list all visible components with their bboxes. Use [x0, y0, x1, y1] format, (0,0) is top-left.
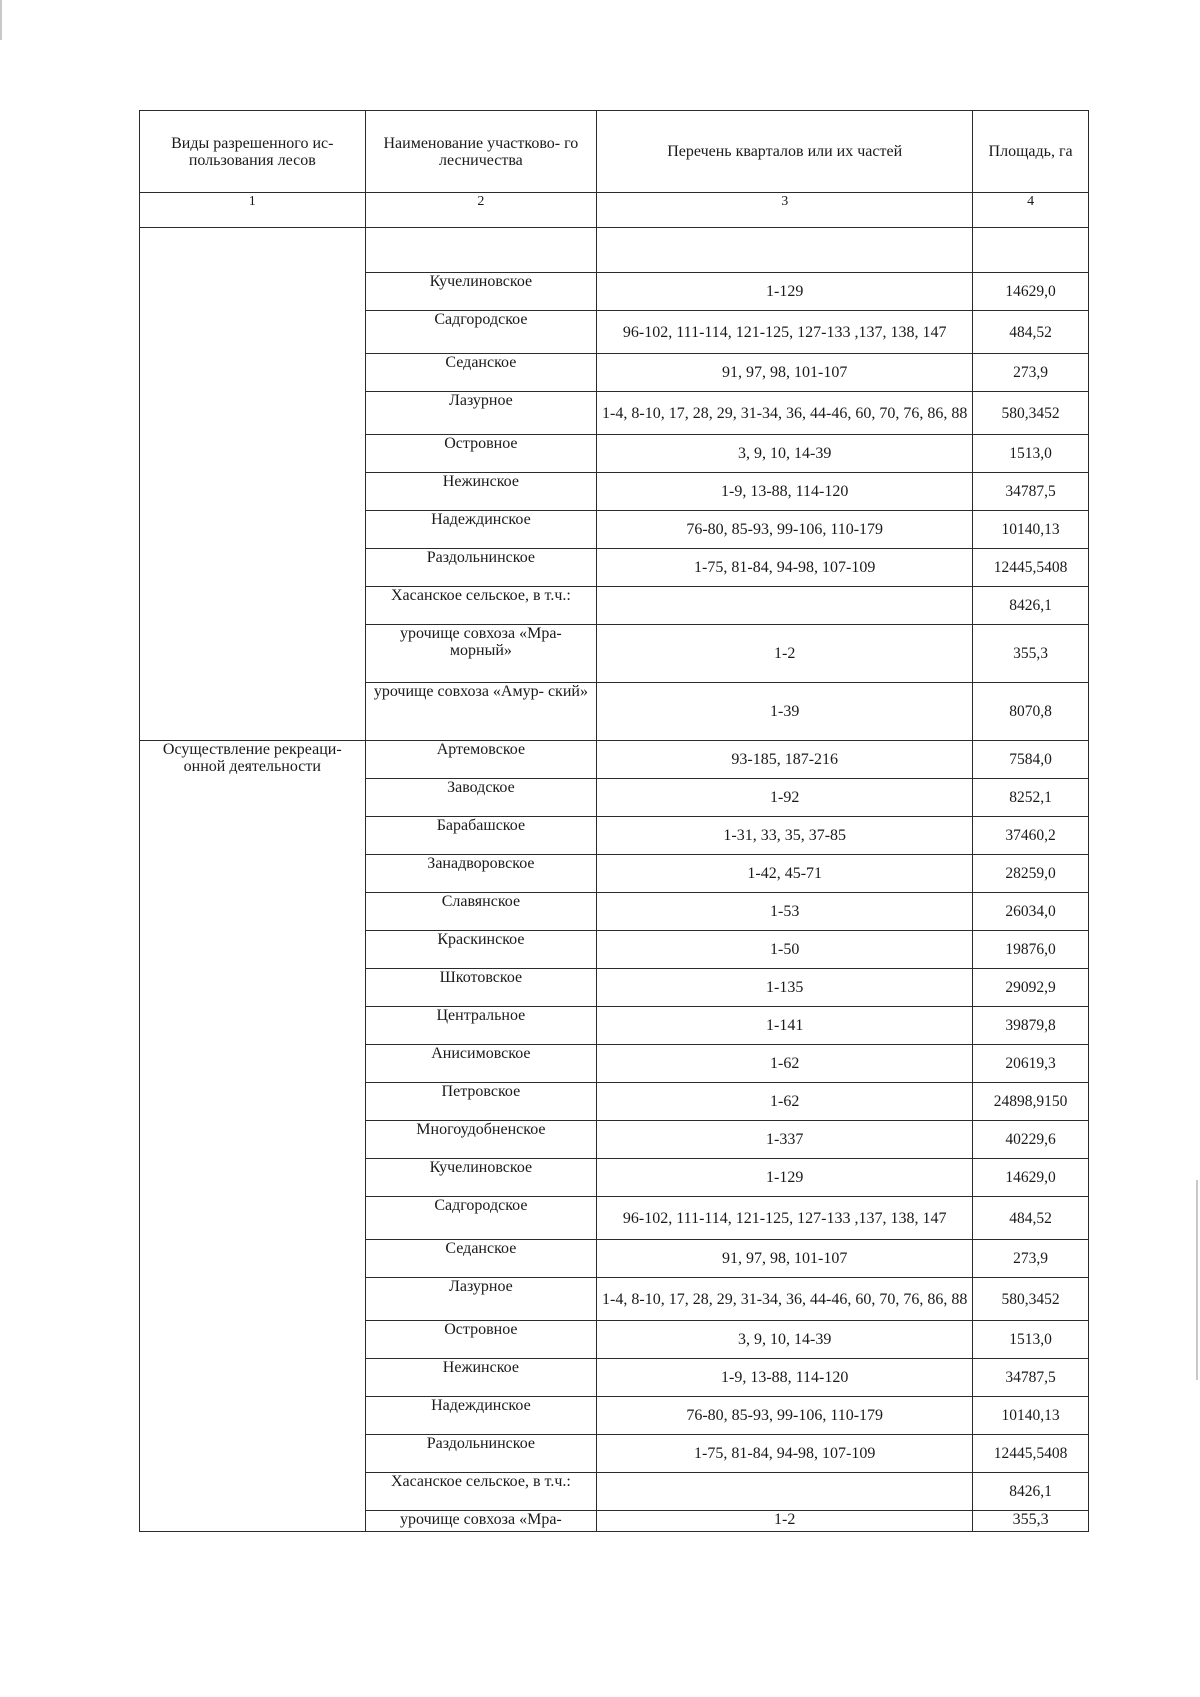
forestry-name-cell: Седанское — [365, 1240, 597, 1278]
quarters-cell: 1-92 — [597, 779, 973, 817]
area-cell: 29092,9 — [973, 969, 1089, 1007]
quarters-cell: 1-2 — [597, 1511, 973, 1532]
area-cell: 10140,13 — [973, 511, 1089, 549]
area-cell: 7584,0 — [973, 741, 1089, 779]
area-cell: 8252,1 — [973, 779, 1089, 817]
quarters-cell: 91, 97, 98, 101-107 — [597, 354, 973, 392]
forestry-name-cell: Артемовское — [365, 741, 597, 779]
forestry-name-cell: Многоудобненское — [365, 1121, 597, 1159]
area-cell: 1513,0 — [973, 435, 1089, 473]
column-number: 3 — [597, 193, 973, 228]
forestry-name-cell: Нежинское — [365, 1359, 597, 1397]
table-body — [140, 228, 1089, 1532]
quarters-cell: 93-185, 187-216 — [597, 741, 973, 779]
forestry-name-cell: Кучелиновское — [365, 1159, 597, 1197]
quarters-cell: 1-141 — [597, 1007, 973, 1045]
quarters-cell: 96-102, 111-114, 121-125, 127-133 ,137, 138, 147 — [597, 1197, 973, 1240]
area-cell: 28259,0 — [973, 855, 1089, 893]
area-cell: 12445,5408 — [973, 549, 1089, 587]
quarters-cell: 1-4, 8-10, 17, 28, 29, 31-34, 36, 44-46, 60, 70, 76, 86, 88 — [597, 392, 973, 435]
forestry-name-cell: Центральное — [365, 1007, 597, 1045]
quarters-cell: 1-75, 81-84, 94-98, 107-109 — [597, 549, 973, 587]
forestry-name-cell: Петровское — [365, 1083, 597, 1121]
area-cell: 39879,8 — [973, 1007, 1089, 1045]
forestry-name-cell: Хасанское сельское, в т.ч.: — [365, 587, 597, 625]
forestry-name-cell: урочище совхоза «Мра- морный» — [365, 625, 597, 683]
header-use-type: Виды разрешенного ис- пользования лесов — [140, 111, 366, 193]
quarters-cell: 1-2 — [597, 625, 973, 683]
forestry-name-cell: Нежинское — [365, 473, 597, 511]
quarters-cell: 1-129 — [597, 1159, 973, 1197]
forestry-name-cell: Краскинское — [365, 931, 597, 969]
use-type-cell: Осуществление рекреаци- онной деятельности — [140, 741, 366, 1532]
quarters-cell: 1-39 — [597, 683, 973, 741]
quarters-cell — [597, 228, 973, 273]
area-cell: 24898,9150 — [973, 1083, 1089, 1121]
quarters-cell: 1-62 — [597, 1045, 973, 1083]
quarters-cell: 3, 9, 10, 14-39 — [597, 1321, 973, 1359]
forestry-name-cell: Седанское — [365, 354, 597, 392]
quarters-cell: 1-129 — [597, 273, 973, 311]
area-cell: 20619,3 — [973, 1045, 1089, 1083]
use-type-cell — [140, 228, 366, 741]
forestry-name-cell: Лазурное — [365, 1278, 597, 1321]
area-cell: 40229,6 — [973, 1121, 1089, 1159]
area-cell: 484,52 — [973, 311, 1089, 354]
header-row — [140, 111, 1089, 193]
scan-edge-right — [1196, 1180, 1198, 1380]
area-cell: 12445,5408 — [973, 1435, 1089, 1473]
forestry-name-cell: Хасанское сельское, в т.ч.: — [365, 1473, 597, 1511]
quarters-cell: 1-135 — [597, 969, 973, 1007]
forest-use-table — [139, 110, 1089, 1532]
area-cell — [973, 228, 1089, 273]
forestry-name-cell: Раздольнинское — [365, 549, 597, 587]
quarters-cell: 1-9, 13-88, 114-120 — [597, 1359, 973, 1397]
forestry-name-cell: Славянское — [365, 893, 597, 931]
forestry-name-cell: урочище совхоза «Мра- — [365, 1511, 597, 1532]
forestry-name-cell: Барабашское — [365, 817, 597, 855]
area-cell: 14629,0 — [973, 1159, 1089, 1197]
forestry-name-cell: Анисимовское — [365, 1045, 597, 1083]
quarters-cell: 1-42, 45-71 — [597, 855, 973, 893]
forestry-name-cell: Занадворовское — [365, 855, 597, 893]
quarters-cell: 1-4, 8-10, 17, 28, 29, 31-34, 36, 44-46, 60, 70, 76, 86, 88 — [597, 1278, 973, 1321]
forestry-name-cell: Садгородское — [365, 1197, 597, 1240]
scan-edge-left — [0, 0, 2, 40]
area-cell: 580,3452 — [973, 392, 1089, 435]
column-number: 4 — [973, 193, 1089, 228]
forestry-name-cell: Островное — [365, 435, 597, 473]
quarters-cell: 1-31, 33, 35, 37-85 — [597, 817, 973, 855]
forestry-name-cell: Кучелиновское — [365, 273, 597, 311]
area-cell: 14629,0 — [973, 273, 1089, 311]
column-number-row — [140, 193, 1089, 228]
quarters-cell: 1-75, 81-84, 94-98, 107-109 — [597, 1435, 973, 1473]
header-area: Площадь, га — [973, 111, 1089, 193]
forestry-name-cell: Садгородское — [365, 311, 597, 354]
quarters-cell: 1-53 — [597, 893, 973, 931]
area-cell: 1513,0 — [973, 1321, 1089, 1359]
quarters-cell: 1-50 — [597, 931, 973, 969]
quarters-cell — [597, 587, 973, 625]
forestry-name-cell: Заводское — [365, 779, 597, 817]
forestry-name-cell: Островное — [365, 1321, 597, 1359]
forestry-name-cell: Надеждинское — [365, 511, 597, 549]
name-cell — [365, 228, 597, 273]
area-cell: 8070,8 — [973, 683, 1089, 741]
forestry-name-cell: Шкотовское — [365, 969, 597, 1007]
quarters-cell: 1-337 — [597, 1121, 973, 1159]
quarters-cell: 76-80, 85-93, 99-106, 110-179 — [597, 511, 973, 549]
forestry-name-cell: Раздольнинское — [365, 1435, 597, 1473]
quarters-cell: 1-9, 13-88, 114-120 — [597, 473, 973, 511]
column-number: 1 — [140, 193, 366, 228]
area-cell: 8426,1 — [973, 1473, 1089, 1511]
area-cell: 355,3 — [973, 625, 1089, 683]
header-forestry-name: Наименование участково- го лесничества — [365, 111, 597, 193]
area-cell: 8426,1 — [973, 587, 1089, 625]
quarters-cell: 91, 97, 98, 101-107 — [597, 1240, 973, 1278]
table-row — [140, 741, 1089, 779]
quarters-cell: 96-102, 111-114, 121-125, 127-133 ,137, 138, 147 — [597, 311, 973, 354]
area-cell: 19876,0 — [973, 931, 1089, 969]
forestry-name-cell: урочище совхоза «Амур- ский» — [365, 683, 597, 741]
area-cell: 484,52 — [973, 1197, 1089, 1240]
area-cell: 355,3 — [973, 1511, 1089, 1532]
area-cell: 34787,5 — [973, 1359, 1089, 1397]
area-cell: 580,3452 — [973, 1278, 1089, 1321]
forestry-name-cell: Надеждинское — [365, 1397, 597, 1435]
area-cell: 273,9 — [973, 1240, 1089, 1278]
area-cell: 37460,2 — [973, 817, 1089, 855]
area-cell: 26034,0 — [973, 893, 1089, 931]
area-cell: 10140,13 — [973, 1397, 1089, 1435]
area-cell: 34787,5 — [973, 473, 1089, 511]
table-row — [140, 228, 1089, 273]
forestry-name-cell: Лазурное — [365, 392, 597, 435]
quarters-cell — [597, 1473, 973, 1511]
quarters-cell: 3, 9, 10, 14-39 — [597, 435, 973, 473]
quarters-cell: 76-80, 85-93, 99-106, 110-179 — [597, 1397, 973, 1435]
header-quarters: Перечень кварталов или их частей — [597, 111, 973, 193]
quarters-cell: 1-62 — [597, 1083, 973, 1121]
column-number: 2 — [365, 193, 597, 228]
area-cell: 273,9 — [973, 354, 1089, 392]
